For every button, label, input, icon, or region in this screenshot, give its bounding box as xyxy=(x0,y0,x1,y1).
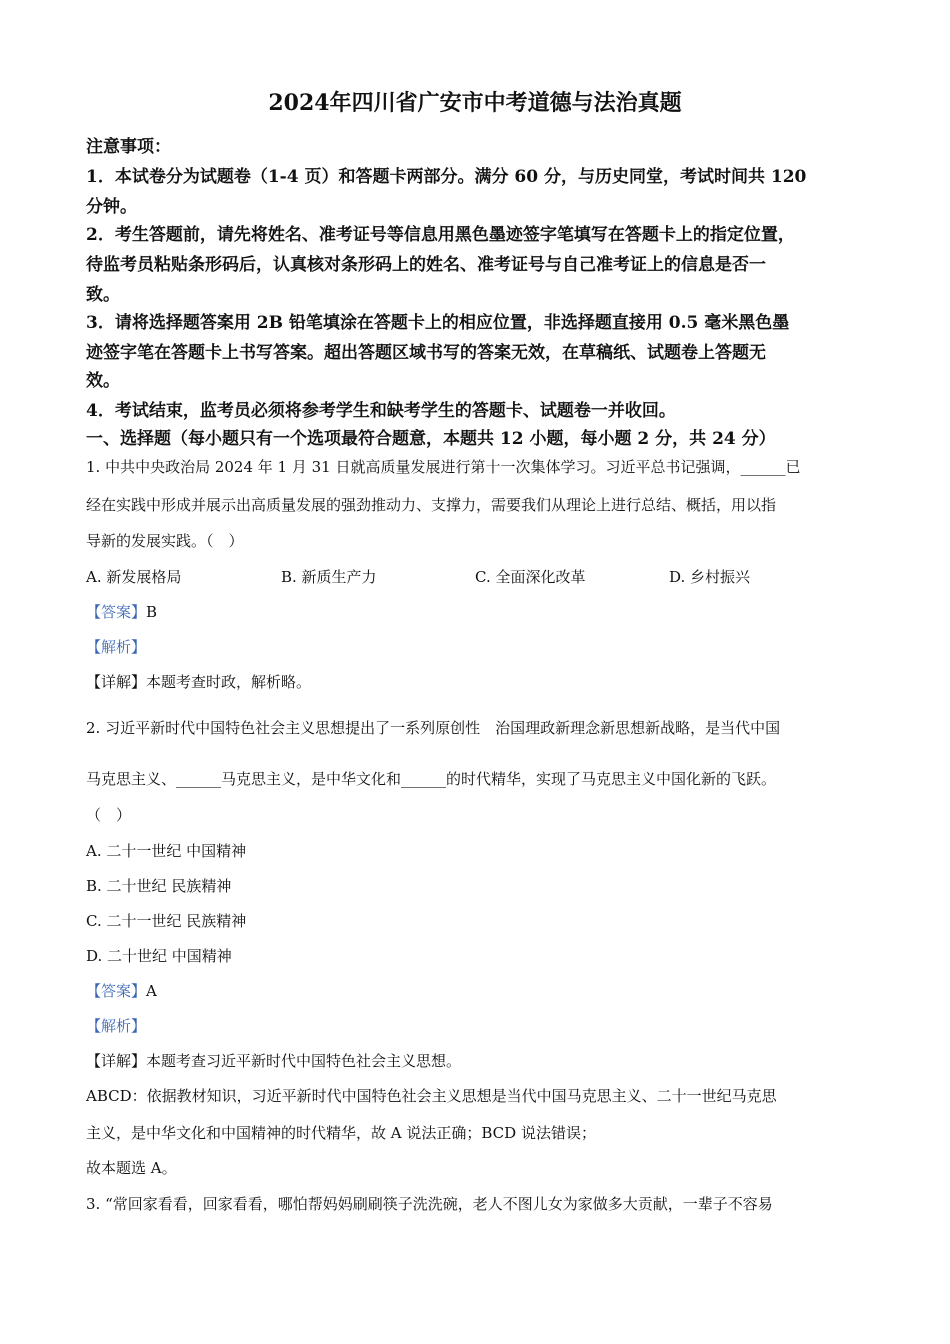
q2-explanation-line: ABCD：依据教材知识，习近平新时代中国特色社会主义思想是当代中国马克思主义、二十一世纪马克思 xyxy=(86,1087,777,1105)
q2-explanation-line: 主义，是中华文化和中国精神的时代精华，故 A 说法正确；BCD 说法错误； xyxy=(86,1124,596,1142)
q2-conclusion: 故本题选 A。 xyxy=(86,1159,177,1177)
detail-text: 本题考查习近平新时代中国特色社会主义思想。 xyxy=(146,1052,462,1070)
q1-detail xyxy=(86,671,876,693)
q3-stem-line: 3. “常回家看看，回家看看，哪怕帮妈妈刷刷筷子洗洗碗，老人不图儿女为家做多大贡献，一辈子不容易 xyxy=(86,1195,773,1213)
q2-option-d: D. 二十世纪 中国精神 xyxy=(86,947,232,965)
notice-line: 2．考生答题前，请先将姓名、准考证号等信息用黑色墨迹签字笔填写在答题卡上的指定位置， xyxy=(86,225,795,245)
q1-stem-line: 导新的发展实践。（ ） xyxy=(86,532,244,550)
detail-label: 【详解】 xyxy=(86,673,147,691)
answer-value: A xyxy=(146,982,157,1000)
q1-stem-line: 1. 中共中央政治局 2024 年 1 月 31 日就高质量发展进行第十一次集体学习。习近平总书记强调，______已 xyxy=(86,458,801,476)
q2-stem-line: （ ） xyxy=(86,806,132,824)
answer-label: 【答案】 xyxy=(86,603,147,621)
notice-line: 致。 xyxy=(86,285,120,305)
notice-line: 分钟。 xyxy=(86,197,137,217)
detail-text: 本题考查时政，解析略。 xyxy=(146,673,312,691)
notice-line: 3．请将选择题答案用 2B 铅笔填涂在答题卡上的相应位置，非选择题直接用 0.5 毫米黑色墨 xyxy=(86,313,790,333)
q1-option-a: A. 新发展格局 xyxy=(86,568,182,586)
notice-line: 效。 xyxy=(86,371,120,391)
notice-line: 4．考试结束，监考员必须将参考学生和缺考学生的答题卡、试题卷一并收回。 xyxy=(86,401,676,421)
q2-option-c: C. 二十一世纪 民族精神 xyxy=(86,912,247,930)
page-title: 2024年四川省广安市中考道德与法治真题 xyxy=(268,90,682,116)
notice-line: 迹签字笔在答题卡上书写答案。超出答题区域书写的答案无效，在草稿纸、试题卷上答题无 xyxy=(86,343,766,363)
q1-option-d: D. 乡村振兴 xyxy=(669,568,751,586)
q1-option-b: B. 新质生产力 xyxy=(281,568,377,586)
q1-stem-line: 经在实践中形成并展示出高质量发展的强劲推动力、支撑力，需要我们从理论上进行总结、概括，用以指 xyxy=(86,496,777,514)
notice-heading: 注意事项： xyxy=(86,137,171,157)
notice-line: 1．本试卷分为试题卷（1-4 页）和答题卡两部分。满分 60 分，与历史同堂，考试时间共 120 xyxy=(86,167,807,187)
q2-stem-line: 2. 习近平新时代中国特色社会主义思想提出了一系列原创性 治国理政新理念新思想新战略，是当代中国 xyxy=(86,719,781,737)
q1-analysis-label: 【解析】 xyxy=(86,638,147,656)
q2-option-a: A. 二十一世纪 中国精神 xyxy=(86,842,247,860)
detail-label: 【详解】 xyxy=(86,1052,147,1070)
section-heading: 一、选择题（每小题只有一个选项最符合题意，本题共 12 小题，每小题 2 分，共 24 分） xyxy=(86,429,776,449)
q2-stem-line: 马克思主义、______马克思主义，是中华文化和______的时代精华，实现了马克思主义中国化新的飞跃。 xyxy=(86,770,777,788)
q1-option-c: C. 全面深化改革 xyxy=(475,568,586,586)
answer-value: B xyxy=(146,603,158,621)
q2-analysis-label: 【解析】 xyxy=(86,1017,147,1035)
notice-line: 待监考员粘贴条形码后，认真核对条形码上的姓名、准考证号与自己准考证上的信息是否一 xyxy=(86,255,766,275)
q1-answer xyxy=(86,601,876,623)
answer-label: 【答案】 xyxy=(86,982,147,1000)
q2-option-b: B. 二十世纪 民族精神 xyxy=(86,877,232,895)
q2-answer xyxy=(86,980,876,1002)
q2-detail xyxy=(86,1050,876,1072)
